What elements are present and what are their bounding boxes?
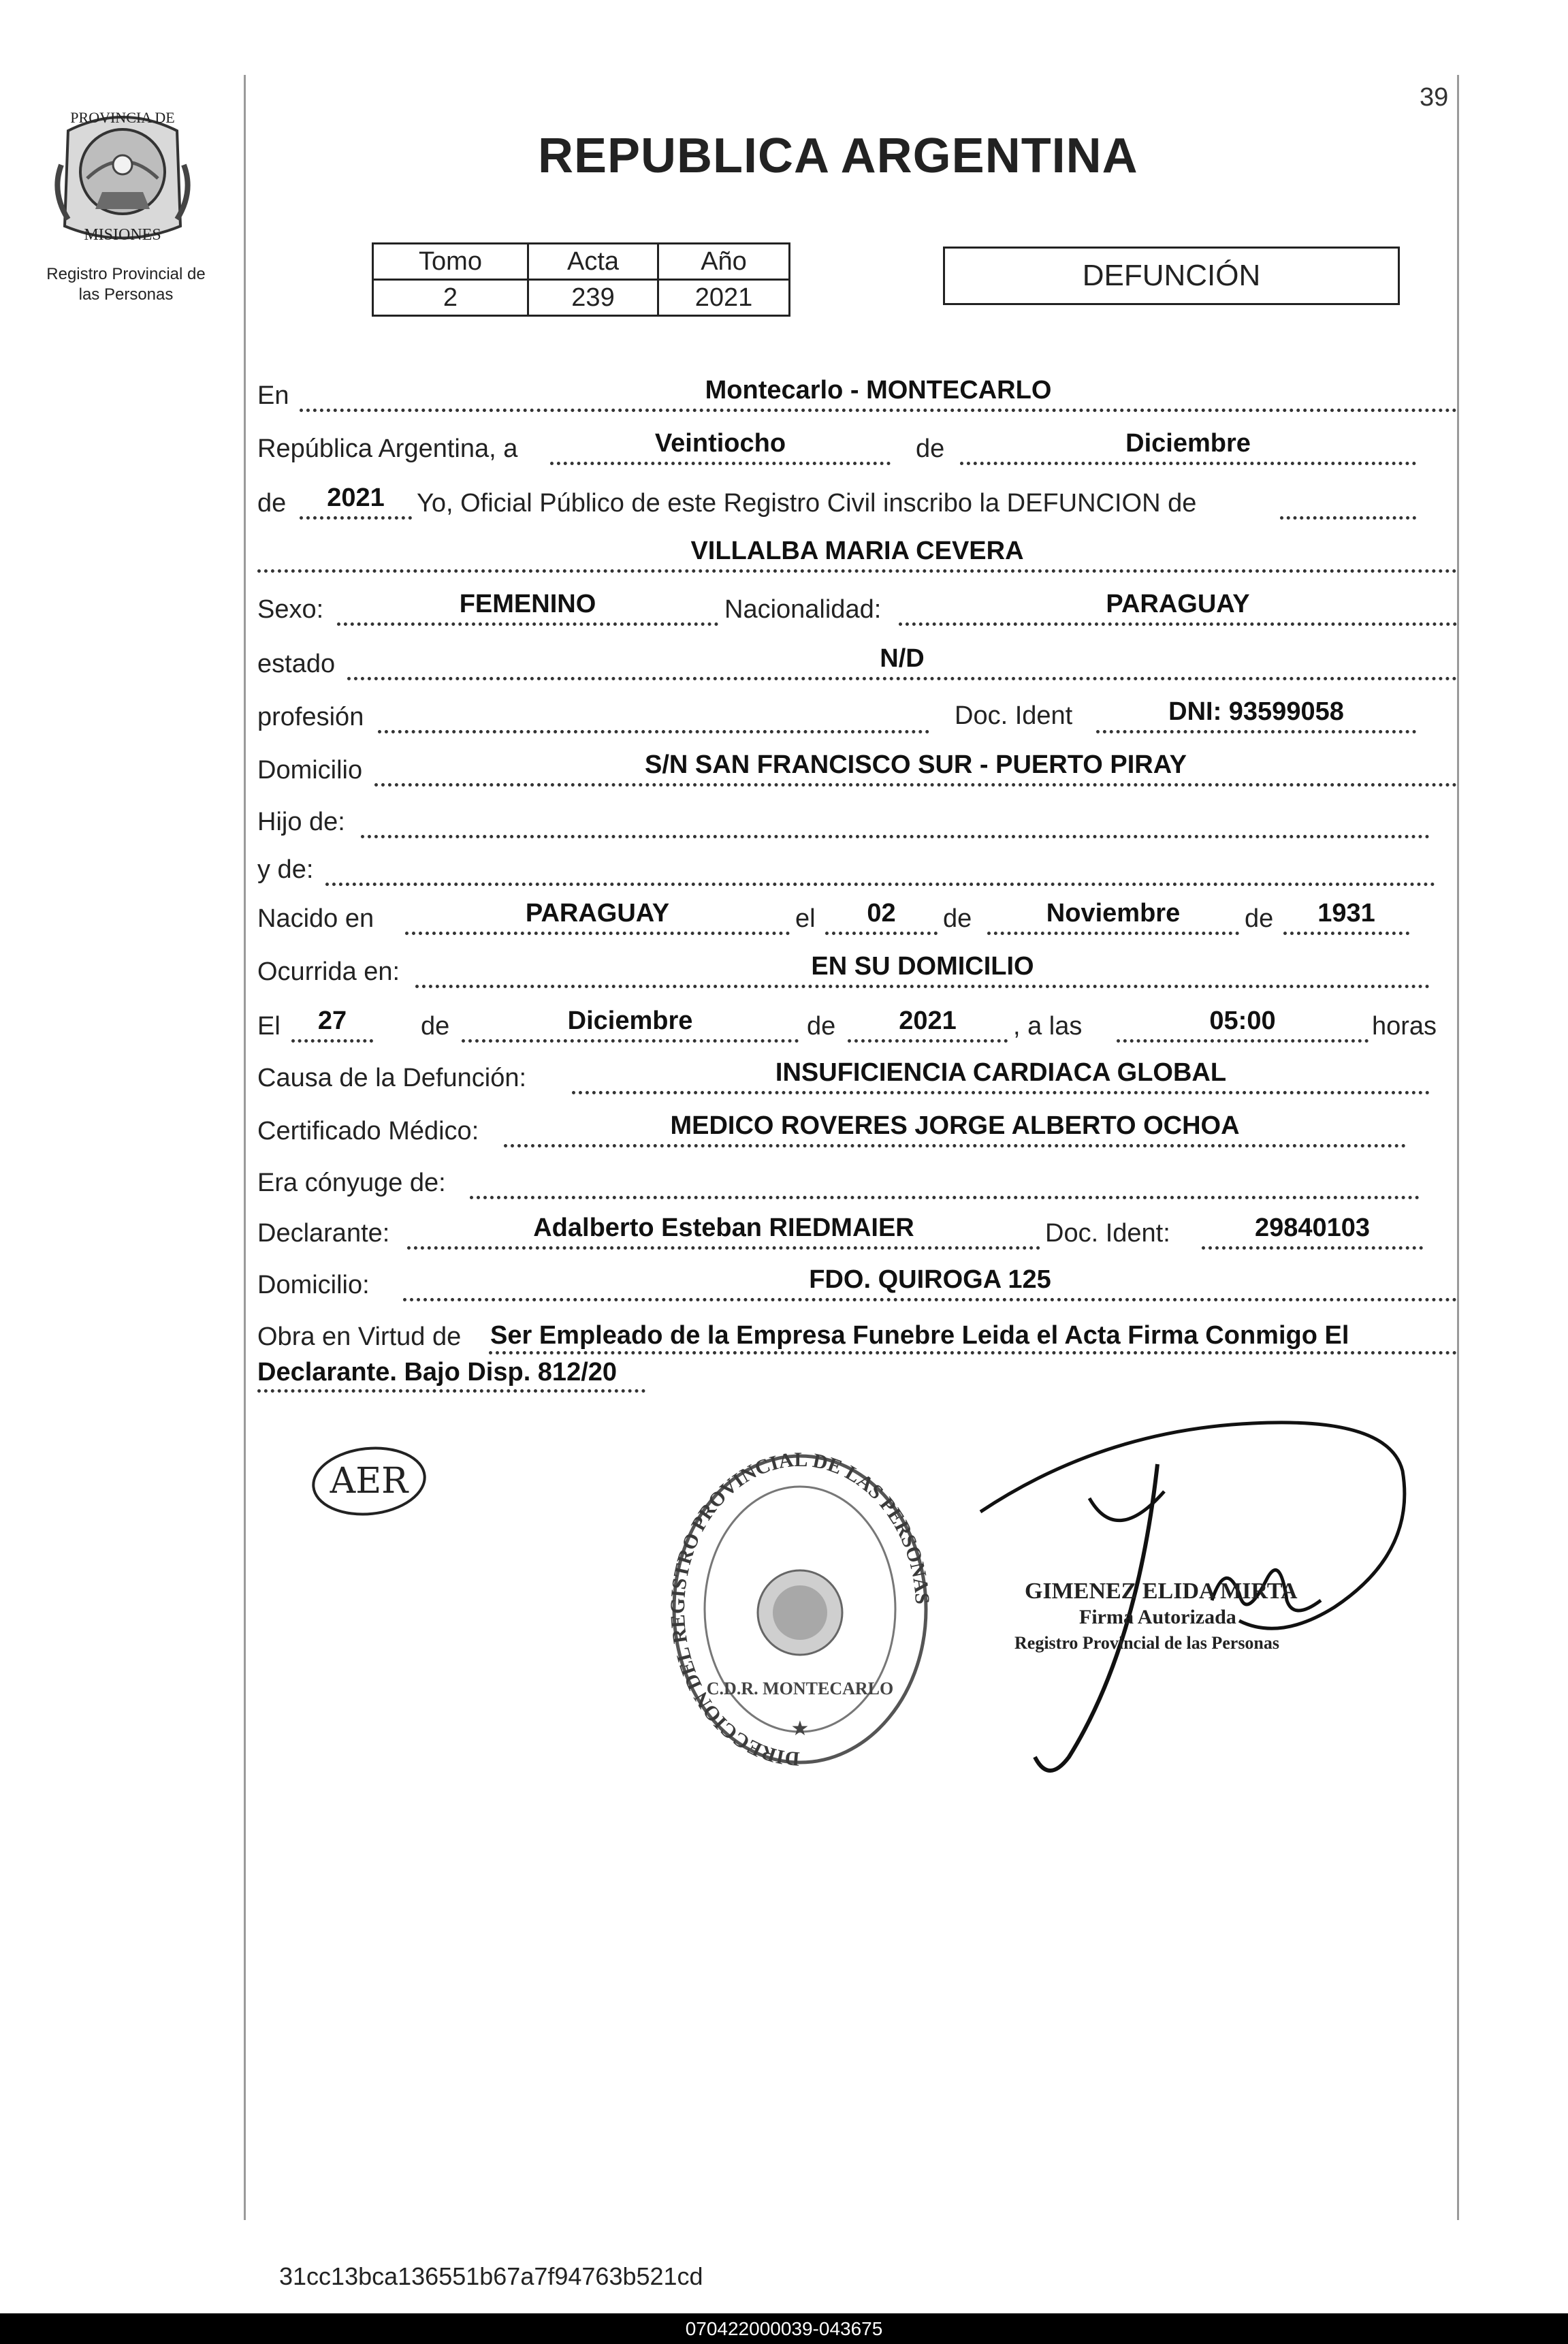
doc-ident-label: Doc. Ident: (1045, 1219, 1170, 1248)
birth-month-value: Noviembre (1046, 899, 1181, 928)
hijo-line (361, 835, 1430, 838)
record-number-table (372, 242, 790, 317)
document-title: REPUBLICA ARGENTINA (538, 129, 1138, 183)
right-margin-line (1457, 75, 1459, 2220)
registry-name-line2: las Personas (78, 285, 174, 304)
death-month-line (462, 1039, 799, 1043)
estado-value: N/D (880, 644, 925, 673)
day-words-value: Veintiocho (654, 429, 786, 458)
signatory-office: Registro Provincial de las Personas (1014, 1633, 1280, 1653)
table-value-anio: 2021 (658, 280, 790, 316)
sexo-label: Sexo: (257, 595, 324, 624)
table-header-tomo: Tomo (373, 244, 528, 280)
ocurrida-label: Ocurrida en: (257, 957, 400, 986)
conyuge-line (470, 1196, 1420, 1199)
estado-line (347, 677, 1457, 680)
footer-code: 070422000039-043675 (0, 2313, 1568, 2344)
official-stamp (671, 1449, 929, 1769)
certificado-line (504, 1144, 1406, 1147)
ocurrida-line (415, 985, 1430, 988)
de-label-4: de (1245, 904, 1274, 933)
domicilio2-value: FDO. QUIROGA 125 (809, 1265, 1051, 1294)
registry-name (14, 264, 238, 305)
death-time-line (1117, 1039, 1369, 1043)
alas-label: , a las (1013, 1012, 1083, 1041)
profesion-line (378, 730, 929, 733)
el-cap-label: El (257, 1012, 281, 1041)
death-year-line (848, 1039, 1008, 1043)
yde-line (325, 883, 1435, 886)
month-words-line (960, 462, 1416, 465)
nacido-line (405, 932, 790, 935)
de-label-6: de (807, 1012, 836, 1041)
declarante-label: Declarante: (257, 1219, 390, 1248)
en-label: En (257, 381, 289, 410)
seal-text-bottom: MISIONES (84, 226, 161, 244)
sexo-value: FEMENINO (459, 590, 596, 618)
death-day-value: 27 (317, 1007, 347, 1035)
obra-value-line2: Declarante. Bajo Disp. 812/20 (257, 1358, 618, 1387)
nacionalidad-label: Nacionalidad: (724, 595, 882, 624)
birth-year-value: 1931 (1317, 899, 1375, 928)
obra-line2 (257, 1389, 645, 1393)
year-value: 2021 (327, 484, 385, 512)
seal-text-top: PROVINCIA DE (70, 109, 175, 126)
hijo-label: Hijo de: (257, 808, 345, 836)
domicilio-label: Domicilio (257, 756, 363, 785)
yde-label: y de: (257, 855, 314, 884)
causa-value: INSUFICIENCIA CARDIACA GLOBAL (775, 1058, 1227, 1087)
record-type-box: DEFUNCIÓN (943, 247, 1400, 305)
domicilio-value: S/N SAN FRANCISCO SUR - PUERTO PIRAY (645, 750, 1187, 779)
nacionalidad-line (899, 622, 1457, 626)
declarante-doc-line (1202, 1246, 1423, 1250)
signatory-role: Firma Autorizada (1079, 1606, 1236, 1628)
initials-text: AER (330, 1461, 409, 1502)
domicilio2-label: Domicilio: (257, 1271, 370, 1299)
birth-month-line (987, 932, 1239, 935)
misiones-seal (41, 90, 204, 253)
de-label-2: de (257, 489, 287, 518)
conyuge-label: Era cónyuge de: (257, 1169, 446, 1197)
doc-value: DNI: 93599058 (1168, 697, 1344, 726)
deceased-name: VILLALBA MARIA CEVERA (690, 537, 1024, 565)
domicilio-line (374, 783, 1457, 787)
horas-label: horas (1372, 1012, 1437, 1041)
domicilio2-line (403, 1298, 1457, 1301)
de-label-5: de (421, 1012, 450, 1041)
nacionalidad-value: PARAGUAY (1106, 590, 1250, 618)
causa-label: Causa de la Defunción: (257, 1064, 527, 1092)
el-label: el (795, 904, 816, 933)
table-value-acta: 239 (528, 280, 658, 316)
certificado-value: MEDICO ROVERES JORGE ALBERTO OCHOA (670, 1111, 1240, 1140)
declarante-doc-value: 29840103 (1254, 1214, 1371, 1242)
signatory-name: GIMENEZ ELIDA MIRTA (1025, 1579, 1298, 1604)
death-month-value: Diciembre (567, 1007, 693, 1035)
republica-label: República Argentina, a (257, 434, 518, 463)
obra-label: Obra en Virtud de (257, 1323, 462, 1351)
obra-value-line1: Ser Empleado de la Empresa Funebre Leida el Acta Firma Conmigo El (490, 1321, 1349, 1350)
doc-line (1096, 730, 1416, 733)
death-year-value: 2021 (899, 1007, 957, 1035)
registry-name-line1: Registro Provincial de (46, 265, 206, 283)
yo-text: Yo, Oficial Público de este Registro Civil inscribo la DEFUNCION de (417, 489, 1197, 518)
en-value: Montecarlo - MONTECARLO (705, 376, 1052, 405)
birth-year-line (1283, 932, 1409, 935)
nacido-label: Nacido en (257, 904, 374, 933)
sexo-line (337, 622, 718, 626)
stamp-ring-text: DIRECCION DEL TRO PROVINCIAL DE LAS PERSON (671, 1449, 929, 1769)
declarante-line (407, 1246, 1040, 1250)
certificado-label: Certificado Médico: (257, 1117, 479, 1145)
day-words-line (550, 462, 891, 465)
en-line (300, 409, 1457, 412)
table-header-anio: Año (658, 244, 790, 280)
de-label-3: de (943, 904, 972, 933)
estado-label: estado (257, 650, 336, 678)
year-line (300, 516, 412, 520)
de-label-1: de (916, 434, 945, 463)
profesion-label: profesión (257, 703, 364, 731)
declarante-value: Adalberto Esteban RIEDMAIER (533, 1214, 914, 1242)
ocurrida-value: EN SU DOMICILIO (811, 952, 1034, 981)
document-hash: 31cc13bca136551b67a7f94763b521cd (279, 2262, 703, 2290)
yo-line (1280, 516, 1416, 520)
page-number: 39 (1420, 83, 1449, 112)
deceased-name-line (257, 569, 1457, 573)
doc-label: Doc. Ident (955, 701, 1073, 730)
death-time-value: 05:00 (1209, 1007, 1276, 1035)
stamp-inner-text: C.D.R. MONTECARLO (706, 1679, 894, 1698)
death-day-line (291, 1039, 373, 1043)
stamp-star-icon: ★ (790, 1717, 810, 1740)
causa-line (572, 1091, 1430, 1094)
left-margin-line (244, 75, 246, 2220)
month-words-value: Diciembre (1125, 429, 1251, 458)
birth-day-line (825, 932, 938, 935)
initials-mark (310, 1444, 429, 1519)
table-value-tomo: 2 (373, 280, 528, 316)
birth-day-value: 02 (867, 899, 896, 928)
obra-line1 (489, 1351, 1457, 1355)
nacido-value: PARAGUAY (525, 899, 670, 928)
table-header-acta: Acta (528, 244, 658, 280)
